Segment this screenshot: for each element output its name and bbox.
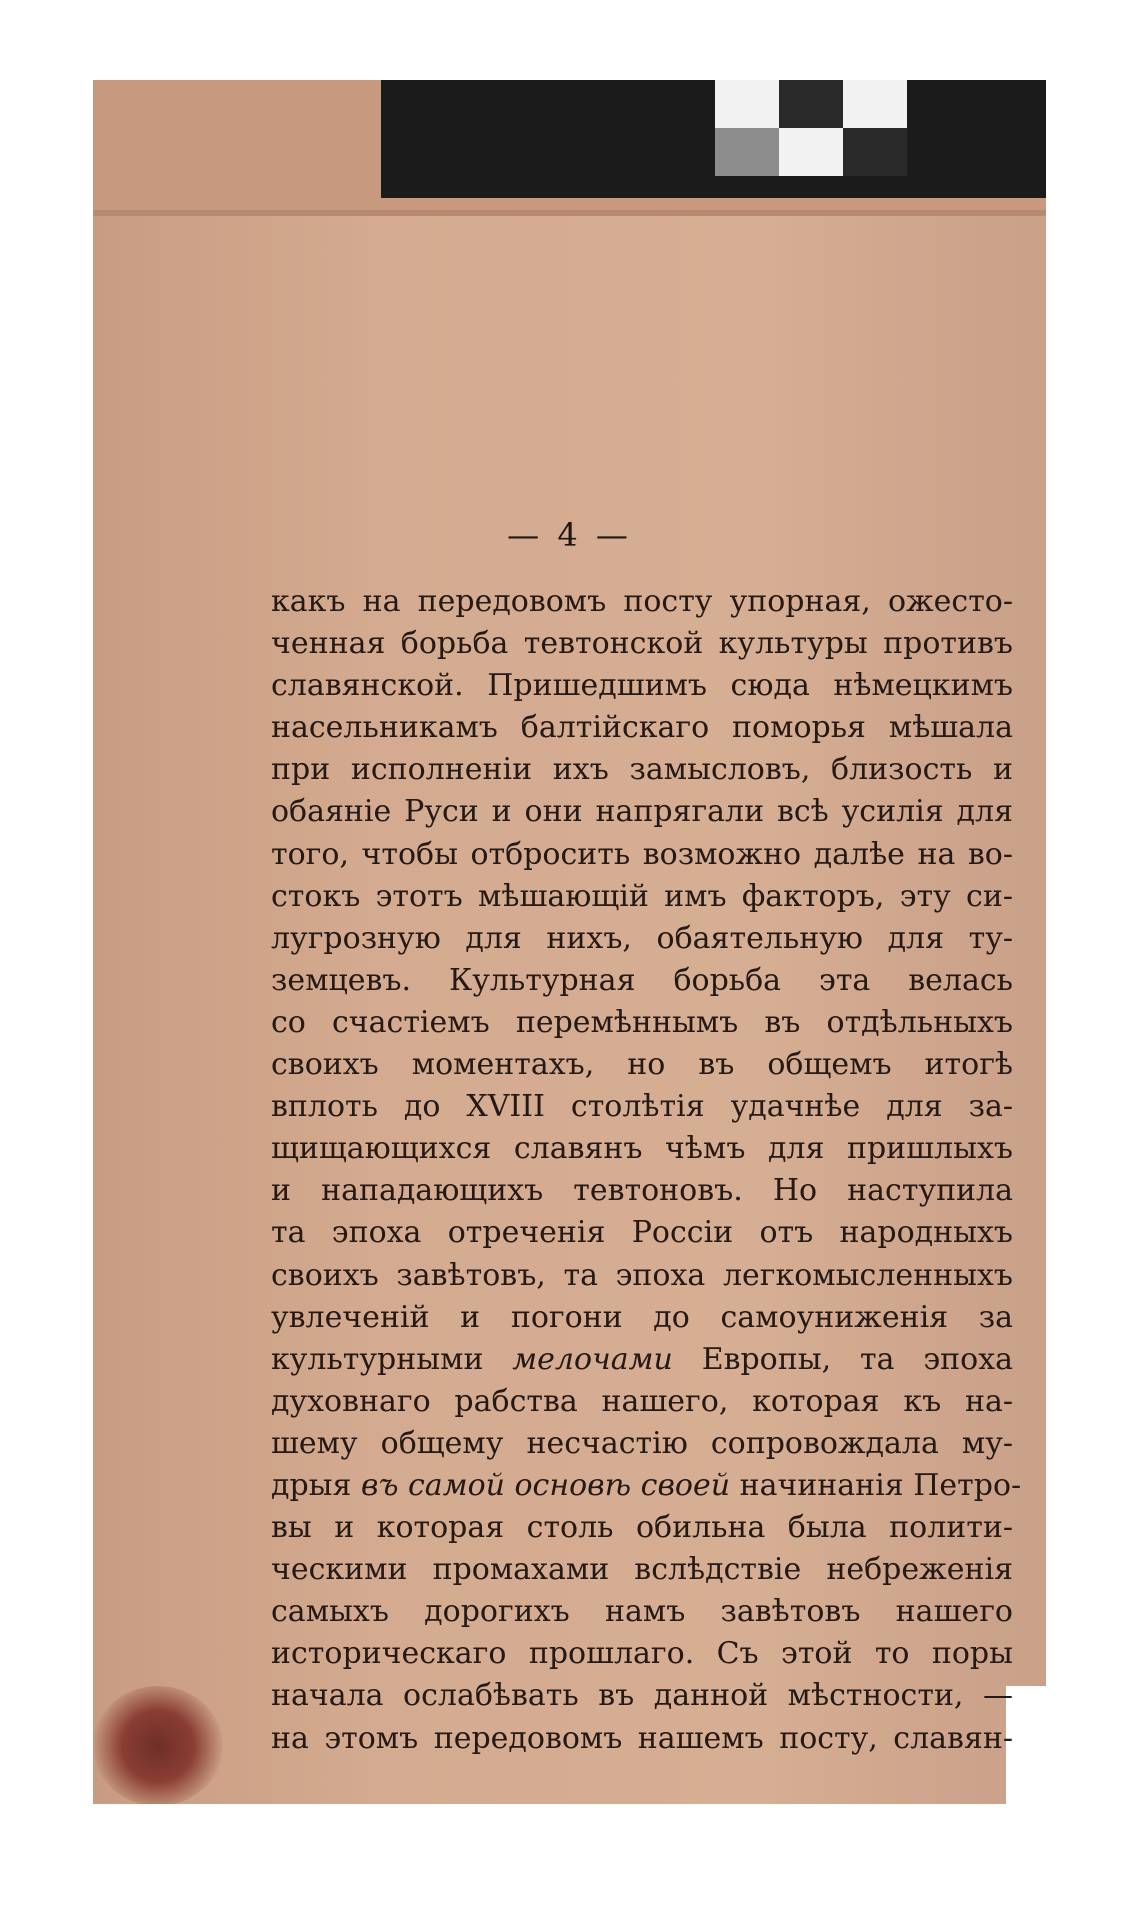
- text-segment: славянской. Пришедшимъ сюда нѣмецкимъ: [271, 668, 1013, 704]
- text-line: [271, 1591, 1013, 1633]
- text-line: [271, 1044, 1013, 1086]
- text-line: [271, 1633, 1013, 1675]
- text-segment: вы и которая столь обильна была полити-: [271, 1510, 1013, 1546]
- text-line: [271, 1170, 1013, 1212]
- text-segment: начинанія Петро-: [730, 1467, 1022, 1503]
- text-segment: самыхъ дорогихъ намъ завѣтовъ нашего: [271, 1594, 1013, 1630]
- calibration-square: [715, 128, 779, 176]
- text-segment: земцевъ. Культурная борьба эта велась: [271, 962, 1013, 998]
- text-segment: начала ослабѣвать въ данной мѣстности, —: [271, 1678, 1013, 1714]
- text-line: [271, 876, 1013, 918]
- text-segment: насельникамъ балтійскаго поморья мѣшала: [271, 710, 1013, 746]
- text-line: [271, 1675, 1013, 1717]
- calibration-square: [779, 80, 843, 128]
- text-line: [271, 1549, 1013, 1591]
- text-segment: ческими промахами вслѣдствіе небреженія: [271, 1552, 1013, 1588]
- text-line: [271, 665, 1013, 707]
- text-segment: дрыя: [271, 1467, 362, 1503]
- text-line: [271, 918, 1013, 960]
- calibration-square: [843, 128, 907, 176]
- text-line: [271, 1507, 1013, 1549]
- text-segment: и нападающихъ тевтоновъ. Но наступила: [271, 1173, 1013, 1209]
- text-line: [271, 1339, 1013, 1381]
- text-segment: вплоть до XVIII столѣтія удачнѣе для за-: [271, 1089, 1013, 1125]
- text-line: [271, 1255, 1013, 1297]
- book-page: [93, 216, 1046, 1804]
- text-line: [271, 707, 1013, 749]
- text-line: [271, 1212, 1013, 1254]
- text-segment: при исполненіи ихъ замысловъ, близость и: [271, 752, 1013, 788]
- text-line: [271, 1297, 1013, 1339]
- text-segment: духовнаго рабства нашего, которая къ на-: [271, 1383, 1013, 1419]
- text-segment: какъ на передовомъ посту упорная, ожесто-: [271, 584, 1013, 619]
- text-line: [271, 623, 1013, 665]
- text-line: [271, 1086, 1013, 1128]
- text-segment: та эпоха отреченія Россіи отъ народныхъ: [271, 1215, 1013, 1251]
- calibration-square: [779, 128, 843, 176]
- text-line: [271, 1002, 1013, 1044]
- text-segment: культурными: [271, 1341, 513, 1377]
- text-segment: своихъ завѣтовъ, та эпоха легкомысленныхъ: [271, 1257, 1013, 1293]
- text-segment: своихъ моментахъ, но въ общемъ итогѣ: [271, 1047, 1013, 1083]
- body-paragraph: [271, 581, 1022, 1760]
- stain-mark: [93, 1686, 223, 1804]
- text-line: [271, 1718, 1013, 1760]
- text-segment: увлеченій и погони до самоуниженія за: [271, 1299, 1013, 1335]
- text-line: [271, 1128, 1013, 1170]
- text-line: [271, 1381, 1013, 1423]
- italic-text: въ самой основѣ своей: [361, 1467, 731, 1503]
- text-segment: лугрозную для нихъ, обаятельную для ту-: [271, 920, 1013, 956]
- text-line: [271, 1465, 1022, 1507]
- text-segment: обаяніе Руси и они напрягали всѣ усилія для: [271, 794, 1013, 830]
- scanned-page-image: [93, 80, 1046, 1804]
- text-segment: стокъ этотъ мѣшающій имъ факторъ, эту си-: [271, 878, 1013, 914]
- text-line: [271, 834, 1013, 876]
- text-segment: щищающихся славянъ чѣмъ для пришлыхъ: [271, 1131, 1013, 1167]
- italic-text: мелочами: [512, 1341, 673, 1377]
- text-line: [271, 749, 1013, 791]
- page-number: — 4 —: [507, 516, 632, 554]
- text-segment: ченная борьба тевтонской культуры противъ: [271, 626, 1013, 662]
- calibration-square: [843, 80, 907, 128]
- text-line: [271, 960, 1013, 1002]
- text-segment: со счастіемъ перемѣннымъ въ отдѣльныхъ: [271, 1004, 1013, 1040]
- text-line: [271, 791, 1013, 833]
- text-segment: на этомъ передовомъ нашемъ посту, славян-: [271, 1720, 1013, 1756]
- text-segment: Европы, та эпоха: [672, 1341, 1013, 1377]
- scanner-background: [381, 80, 1046, 198]
- text-segment: шему общему несчастію сопровождала му-: [271, 1425, 1013, 1461]
- text-line: [271, 1423, 1013, 1465]
- text-line: [271, 581, 1013, 623]
- text-segment: того, чтобы отбросить возможно далѣе на во-: [271, 836, 1013, 872]
- text-segment: историческаго прошлаго. Съ этой то поры: [271, 1636, 1013, 1672]
- calibration-square: [715, 80, 779, 128]
